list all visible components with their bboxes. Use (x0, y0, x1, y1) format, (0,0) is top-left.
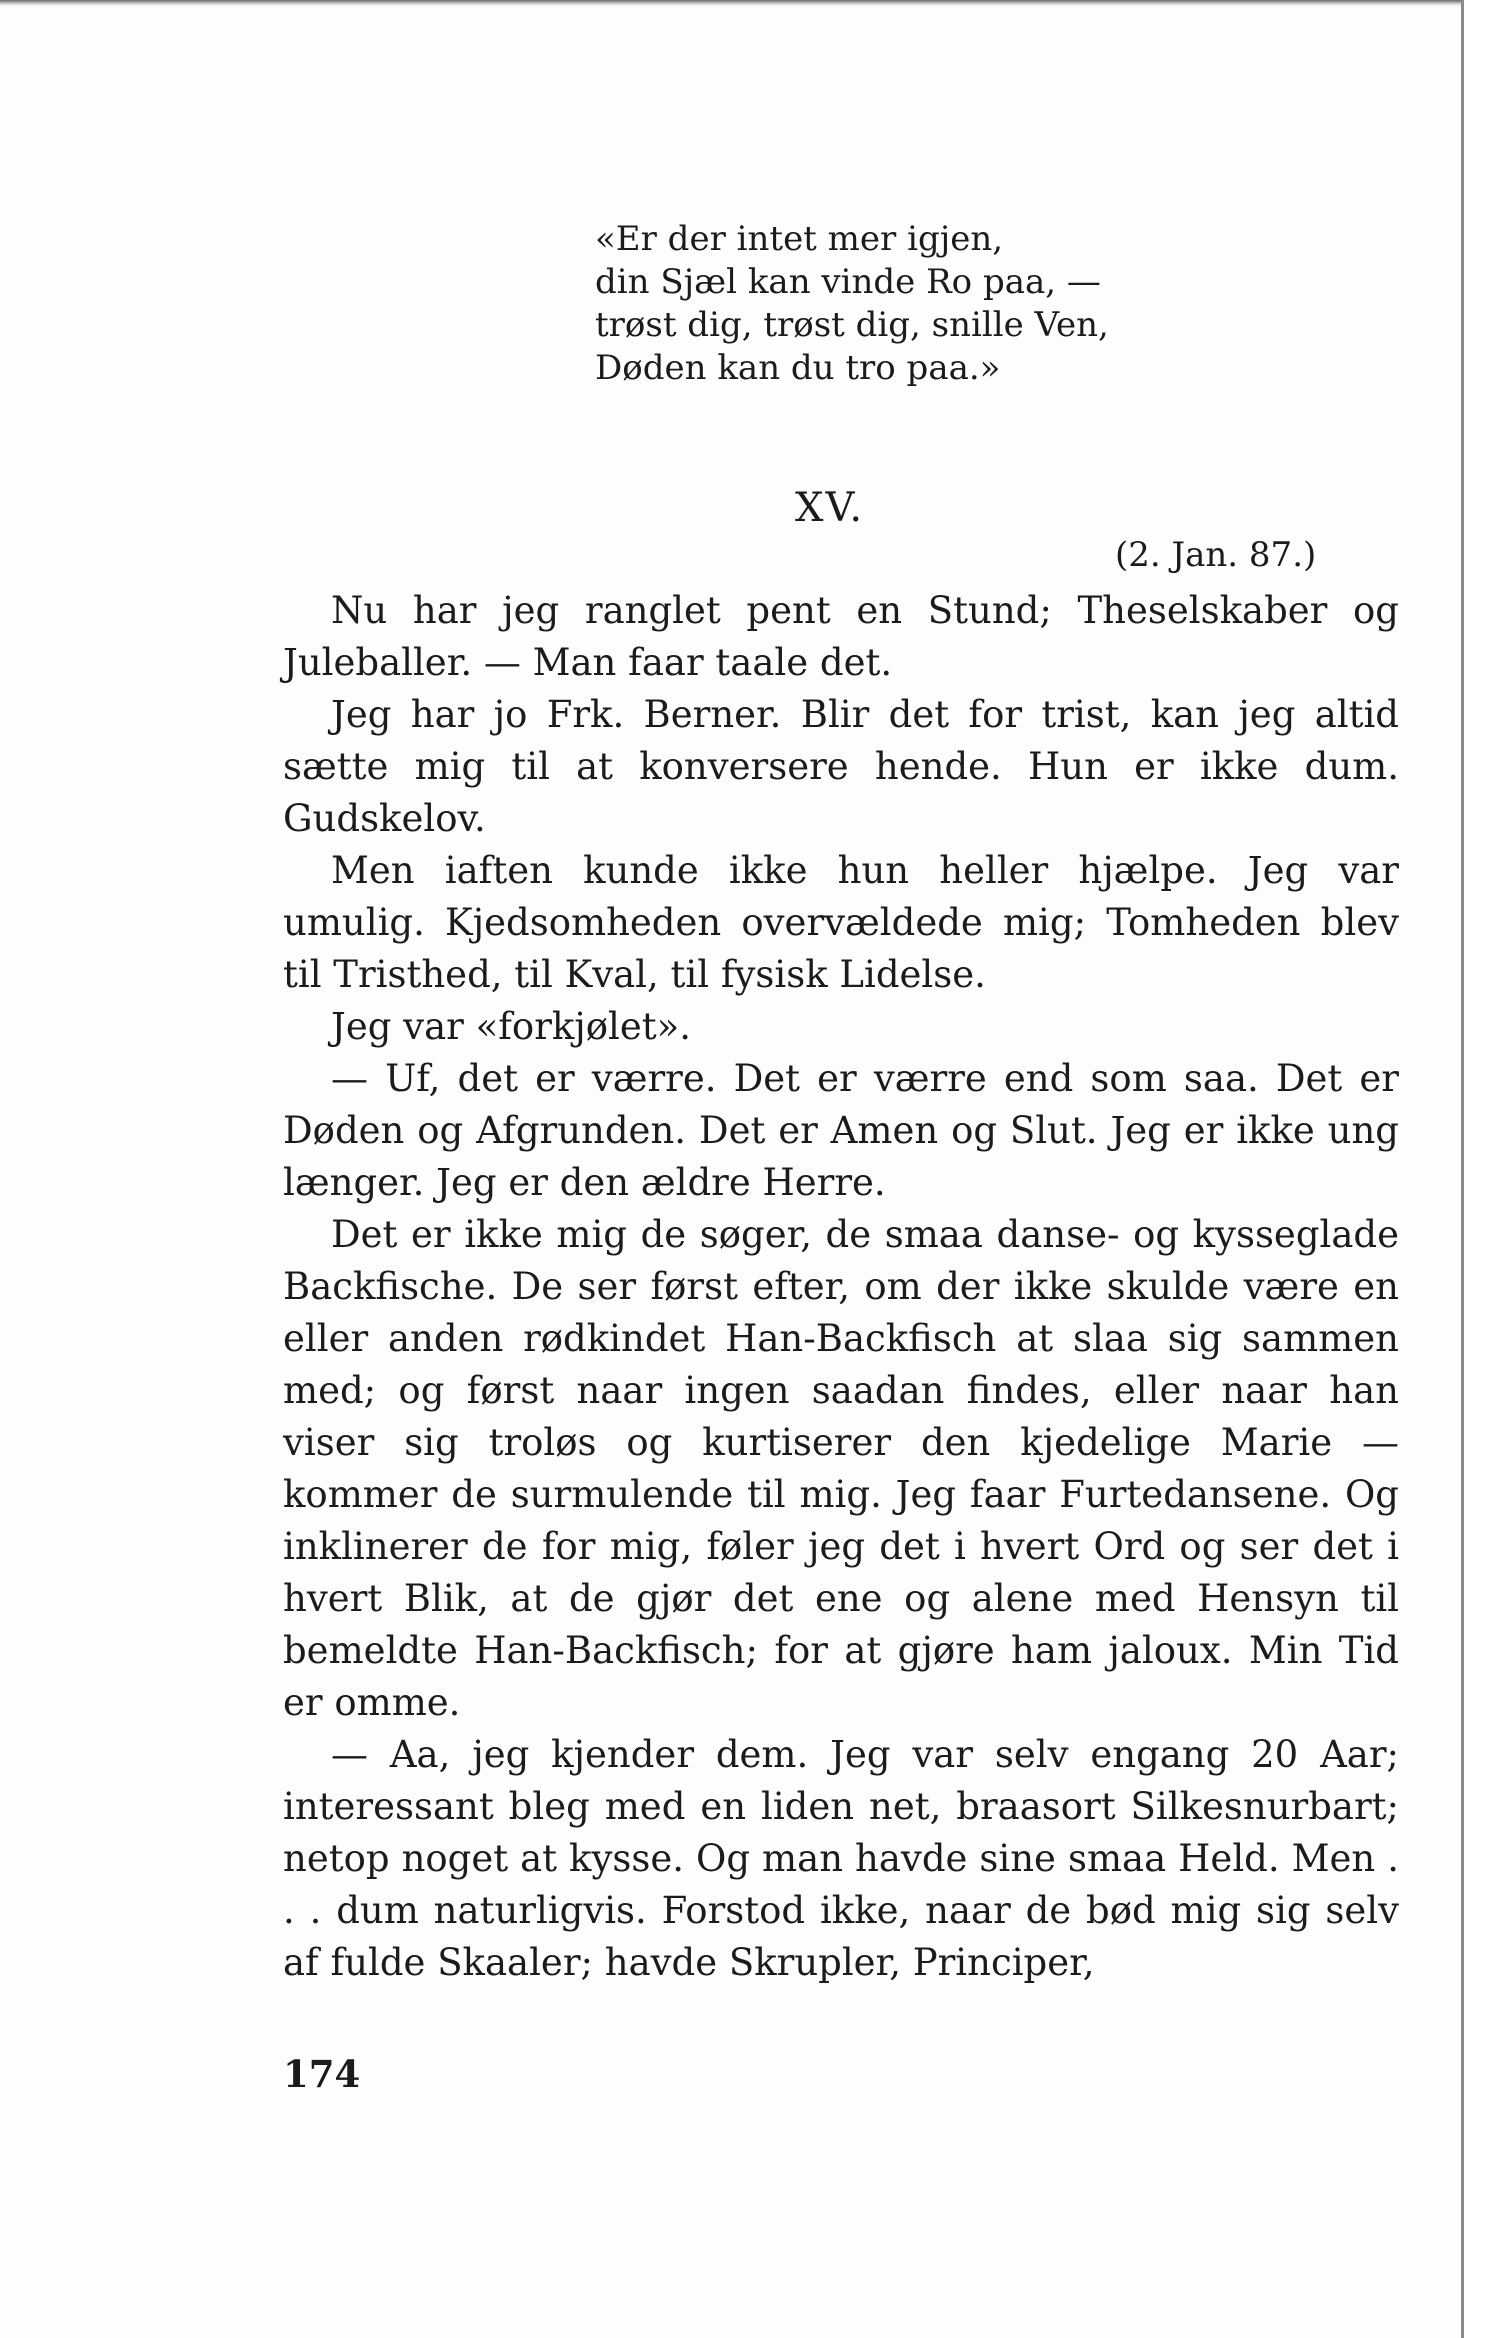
poem-line: «Er der intet mer igjen, (595, 219, 1004, 259)
paragraph: — Uf, det er værre. Det er værre end som saa. Det er Døden og Afgrunden. Det er Amen og Slut. Jeg er ikke ung længer. Jeg er den ældre Herre. (283, 1057, 1399, 1204)
page-number: 174 (283, 2052, 361, 2096)
poem-line: Døden kan du tro paa.» (595, 348, 1001, 388)
paragraph: — Aa, jeg kjender dem. Jeg var selv engang 20 Aar; interessant bleg med en liden net, braasort Silkesnurbart; netop noget at kysse. Og man havde sine smaa Held. Men . . . dum naturligvis. Forstod ikke, naar de bød mig sig selv af fulde Skaaler; havde Skrupler, Principer, (283, 1733, 1399, 1984)
paragraph: Nu har jeg ranglet pent en Stund; Theselskaber og Juleballer. — Man faar taale det. (283, 589, 1399, 684)
paragraph: Jeg har jo Frk. Berner. Blir det for trist, kan jeg altid sætte mig til at konversere hende. Hun er ikke dum. Gudskelov. (283, 693, 1399, 840)
poem-line: trøst dig, trøst dig, snille Ven, (595, 305, 1109, 345)
poem-line: din Sjæl kan vinde Ro paa, — (595, 262, 1101, 302)
chapter-heading: XV. (795, 485, 865, 531)
poem-stanza (595, 218, 1109, 390)
paragraph: Det er ikke mig de søger, de smaa danse- og kysseglade Backfische. De ser først efter, om der ikke skulde være en eller anden rødkindet Han-Backfisch at slaa sig sammen med; og først naar ingen saadan findes, eller naar han viser sig troløs og kurtiserer den kjedelige Marie — kommer de surmulende til mig. Jeg faar Furtedansene. Og inklinerer de for mig, føler jeg det i hvert Ord og ser det i hvert Blik, at de gjør det ene og alene med Hensyn til bemeldte Han-Backfisch; for at gjøre ham jaloux. Min Tid er omme. (283, 1213, 1399, 1724)
body-text (283, 585, 1399, 1989)
paragraph: Jeg var «forkjølet». (331, 1005, 692, 1048)
chapter-date: (2. Jan. 87.) (1115, 535, 1317, 575)
page-right-edge (1461, 0, 1486, 2338)
page-top-edge (0, 0, 1486, 6)
paragraph: Men iaften kunde ikke hun heller hjælpe. Jeg var umulig. Kjedsomheden overvældede mig; Tomheden blev til Tristhed, til Kval, til fysisk Lidelse. (283, 849, 1399, 996)
